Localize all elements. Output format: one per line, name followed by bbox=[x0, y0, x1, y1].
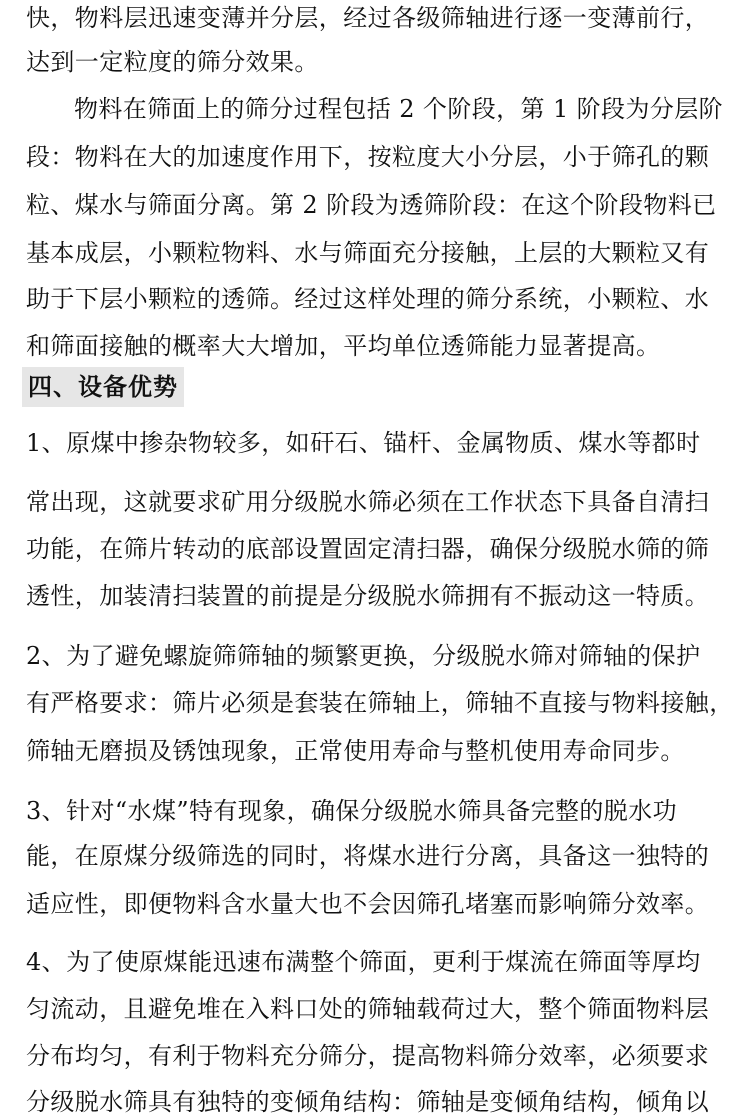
list-item-line: 3、针对“水煤”特有现象，确保分级脱水筛具备完整的脱水功 bbox=[26, 797, 678, 825]
paragraph-line: 助于下层小颗粒的透筛。经过这样处理的筛分系统，小颗粒、水 bbox=[26, 285, 710, 313]
list-item-line: 匀流动，且避免堆在入料口处的筛轴载荷过大，整个筛面物料层 bbox=[26, 995, 710, 1023]
section-heading: 四、设备优势 bbox=[28, 373, 178, 401]
paragraph-line: 达到一定粒度的筛分效果。 bbox=[26, 48, 319, 76]
list-item-line: 分级脱水筛具有独特的变倾角结构：筛轴是变倾角结构，倾角以 bbox=[26, 1088, 710, 1116]
list-item-line: 分布均匀，有利于物料充分筛分，提高物料筛分效率，必须要求 bbox=[26, 1042, 710, 1070]
list-item-line: 有严格要求：筛片必须是套装在筛轴上，筛轴不直接与物料接触， bbox=[26, 689, 734, 717]
paragraph-line: 物料在筛面上的筛分过程包括 2 个阶段，第 1 阶段为分层阶 bbox=[74, 95, 724, 123]
paragraph-line: 和筛面接触的概率大大增加，平均单位透筛能力显著提高。 bbox=[26, 332, 661, 360]
list-item-line: 4、为了使原煤能迅速布满整个筛面，更利于煤流在筛面等厚均 bbox=[26, 948, 701, 976]
list-item-line: 2、为了避免螺旋筛筛轴的频繁更换，分级脱水筛对筛轴的保护 bbox=[26, 642, 701, 670]
paragraph-line: 快，物料层迅速变薄并分层，经过各级筛轴进行逐一变薄前行， bbox=[26, 4, 710, 32]
list-item-line: 1、原煤中掺杂物较多，如矸石、锚杆、金属物质、煤水等都时 bbox=[26, 429, 701, 457]
paragraph-line: 基本成层，小颗粒物料、水与筛面充分接触，上层的大颗粒又有 bbox=[26, 239, 710, 267]
section-heading-highlight bbox=[22, 367, 184, 407]
list-item-line: 能，在原煤分级筛选的同时，将煤水进行分离，具备这一独特的 bbox=[26, 842, 710, 870]
list-item-line: 透性，加装清扫装置的前提是分级脱水筛拥有不振动这一特质。 bbox=[26, 582, 710, 610]
list-item-line: 适应性，即便物料含水量大也不会因筛孔堵塞而影响筛分效率。 bbox=[26, 890, 710, 918]
list-item-line: 筛轴无磨损及锈蚀现象，正常使用寿命与整机使用寿命同步。 bbox=[26, 737, 685, 765]
list-item-line: 功能，在筛片转动的底部设置固定清扫器，确保分级脱水筛的筛 bbox=[26, 535, 710, 563]
paragraph-line: 段：物料在大的加速度作用下，按粒度大小分层，小于筛孔的颗 bbox=[26, 143, 710, 171]
list-item-line: 常出现，这就要求矿用分级脱水筛必须在工作状态下具备自清扫 bbox=[26, 488, 710, 516]
paragraph-line: 粒、煤水与筛面分离。第 2 阶段为透筛阶段：在这个阶段物料已 bbox=[26, 191, 717, 219]
